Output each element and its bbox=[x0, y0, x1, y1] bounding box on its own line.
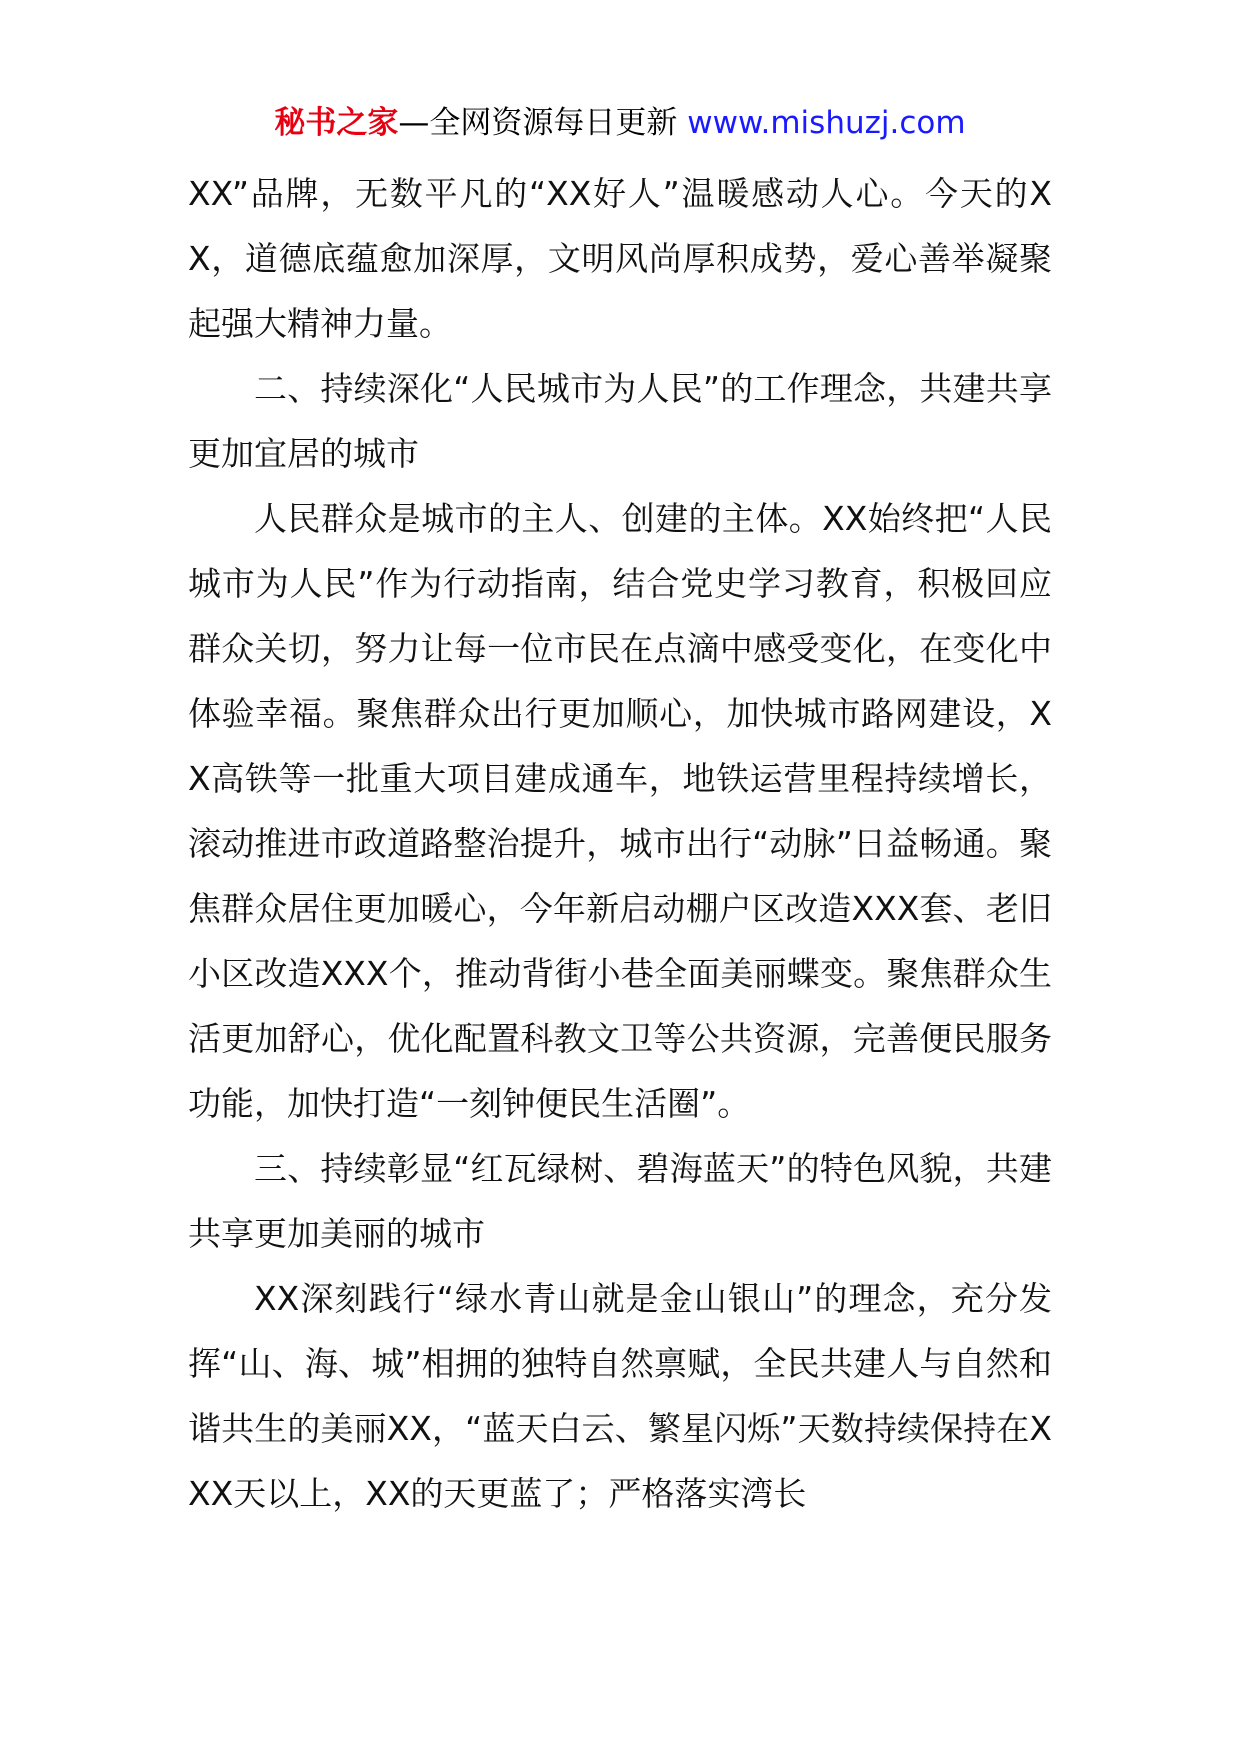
section-heading-3: 三、持续彰显“红瓦绿树、碧海蓝天”的特色风貌，共建共享更加美丽的城市 bbox=[188, 1149, 1052, 1253]
document-body bbox=[188, 161, 1052, 1526]
header-site-link[interactable]: www.mishuzj.com bbox=[687, 105, 966, 141]
paragraph: XX深刻践行“绿水青山就是金山银山”的理念，充分发挥“山、海、城”相拥的独特自然禀赋，全民共建人与自然和谐共生的美丽XX，“蓝天白云、繁星闪烁”天数持续保持在XXX天以上，XX的天更蓝了；严格落实湾长 bbox=[188, 1279, 1052, 1513]
paragraph-continuation: XX”品牌，无数平凡的“XX好人”温暖感动人心。今天的XX，道德底蕴愈加深厚，文明风尚厚积成势，爱心善举凝聚起强大精神力量。 bbox=[188, 174, 1052, 343]
header-tagline: —全网资源每日更新 bbox=[398, 105, 688, 141]
section-heading-2: 二、持续深化“人民城市为人民”的工作理念，共建共享更加宜居的城市 bbox=[188, 369, 1052, 473]
paragraph: 人民群众是城市的主人、创建的主体。XX始终把“人民城市为人民”作为行动指南，结合党史学习教育，积极回应群众关切，努力让每一位市民在点滴中感受变化，在变化中体验幸福。聚焦群众出行更加顺心，加快城市路网建设，XX高铁等一批重大项目建成通车，地铁运营里程持续增长，滚动推进市政道路整治提升，城市出行“动脉”日益畅通。聚焦群众居住更加暖心，今年新启动棚户区改造XXX套、老旧小区改造XXX个，推动背街小巷全面美丽蝶变。聚焦群众生活更加舒心，优化配置科教文卫等公共资源，完善便民服务功能，加快打造“一刻钟便民生活圈”。 bbox=[188, 499, 1052, 1123]
header-brand: 秘书之家 bbox=[274, 105, 399, 141]
page-header bbox=[0, 100, 1240, 146]
